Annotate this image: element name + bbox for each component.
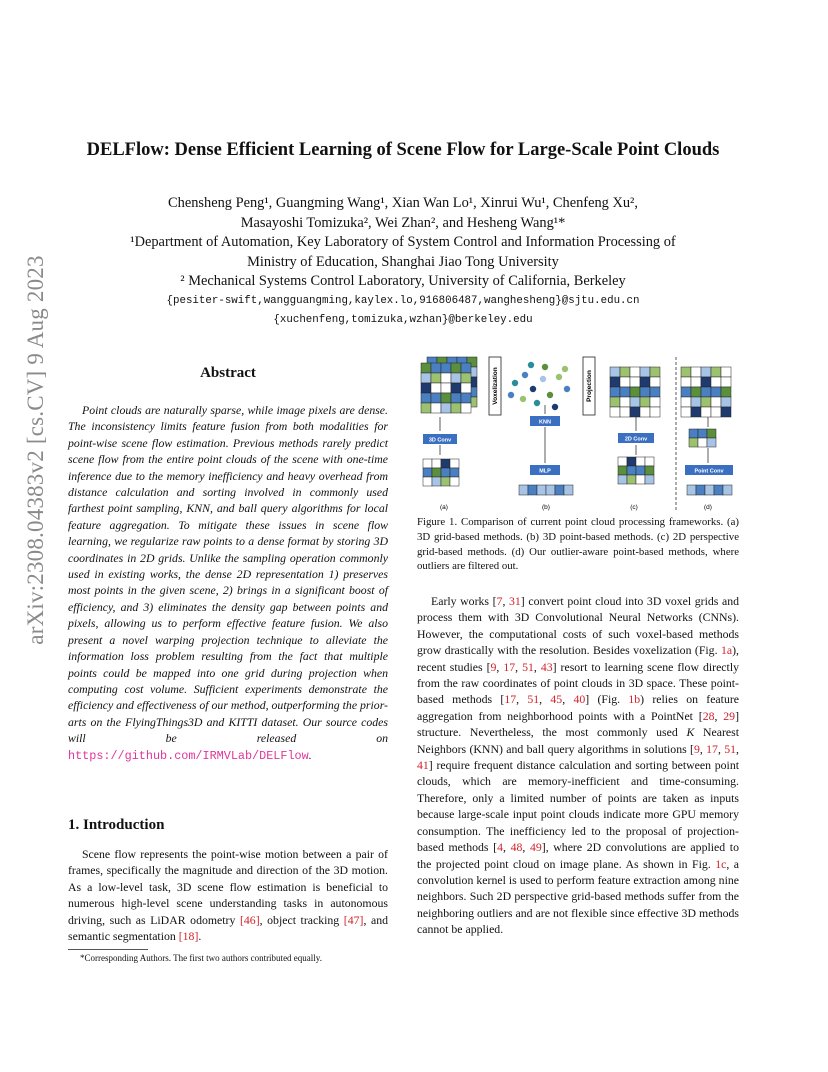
grid-cell — [431, 403, 441, 413]
section-heading: 1. Introduction — [68, 817, 165, 833]
citation-link[interactable]: 9 — [693, 741, 700, 756]
citation-link[interactable]: [18] — [178, 929, 199, 944]
grid-cell — [711, 407, 721, 417]
projection-box — [583, 357, 595, 415]
svg-text:Point Conv: Point Conv — [694, 468, 724, 475]
grid-cell — [620, 377, 630, 387]
figure-link[interactable]: 1a — [720, 643, 733, 658]
grid-cell — [421, 403, 431, 413]
flow-arrows — [440, 405, 708, 463]
grid-cell — [431, 363, 441, 373]
affiliation-line: Ministry of Education, Shanghai Jiao Tong University — [247, 253, 559, 270]
grid-cell — [701, 367, 711, 377]
grid-cell — [451, 363, 461, 373]
mlp-block — [530, 465, 560, 475]
grid-cell — [707, 438, 716, 447]
grid-cell — [421, 393, 431, 403]
grid-cell — [711, 387, 721, 397]
panel-label-a: (a) — [440, 504, 448, 511]
grid-cell — [441, 373, 451, 383]
knn-block — [530, 416, 560, 426]
grid-cell — [618, 466, 627, 475]
grid-cell — [650, 387, 660, 397]
email-line: {pesiter-swift,wangguangming,kaylex.lo,916806487,wanghesheng}@sjtu.edu.cn — [166, 295, 640, 307]
grid-cell — [701, 387, 711, 397]
outlier-grid — [681, 367, 731, 417]
citation-link[interactable]: 29 — [723, 708, 736, 723]
grid-cell — [423, 477, 432, 486]
grid-cell — [450, 459, 459, 468]
point-dot — [542, 364, 548, 370]
grid-cell — [627, 475, 636, 484]
figure-link[interactable]: 1b — [628, 692, 641, 707]
email-line: {xuchenfeng,tomizuka,wzhan}@berkeley.edu — [273, 314, 533, 326]
grid-cell — [689, 429, 698, 438]
citation-link[interactable]: 31 — [509, 594, 521, 608]
mlp-output-cell — [546, 485, 555, 495]
grid-cell — [698, 429, 707, 438]
grid-cell — [701, 397, 711, 407]
grid-cell — [432, 477, 441, 486]
citation-link[interactable]: 48 — [510, 840, 523, 855]
arxiv-sidebar — [16, 170, 56, 730]
grid-cell — [630, 397, 640, 407]
affiliation-line: ² Mechanical Systems Control Laboratory, University of California, Berkeley — [180, 273, 626, 289]
grid-cell — [681, 407, 691, 417]
svg-text:MLP: MLP — [539, 468, 551, 475]
pointconv-output-cell — [687, 485, 696, 495]
grid-cell — [645, 466, 654, 475]
mlp-output-cell — [528, 485, 537, 495]
panel-label-c: (c) — [630, 504, 638, 511]
grid-cell — [620, 367, 630, 377]
citation-link[interactable]: 4 — [497, 840, 503, 855]
citation-link[interactable]: 9 — [490, 659, 497, 674]
grid-cell — [650, 377, 660, 387]
grid-cell — [681, 377, 691, 387]
grid-cell — [461, 403, 471, 413]
author-block — [60, 194, 746, 292]
point-dot — [564, 386, 570, 392]
grid-cell — [691, 397, 701, 407]
citation-link[interactable]: 51 — [522, 659, 534, 674]
grid-cell — [640, 397, 650, 407]
grid-cell — [432, 459, 441, 468]
grid-cell — [431, 373, 441, 383]
citation-link[interactable]: [46] — [239, 912, 260, 927]
grid-cell — [640, 387, 650, 397]
author-line: Masayoshi Tomizuka², Wei Zhan², and Hesheng Wang¹* — [240, 214, 566, 231]
grid-cell — [627, 466, 636, 475]
mlp-output-cell — [519, 485, 528, 495]
citation-link[interactable]: 7 — [496, 594, 503, 608]
point-dot — [552, 404, 558, 410]
grid-cell — [450, 468, 459, 477]
grid-cell — [691, 387, 701, 397]
point-dot — [508, 392, 514, 398]
grid-cell — [421, 383, 431, 393]
grid-cell — [610, 367, 620, 377]
citation-link[interactable]: 17 — [503, 659, 516, 674]
grid-cell — [681, 397, 691, 407]
svg-text:Voxelization: Voxelization — [492, 367, 499, 405]
pointconv-output-cell — [723, 485, 732, 495]
svg-text:Projection: Projection — [586, 370, 593, 402]
grid-cell — [636, 475, 645, 484]
figure-1 — [415, 355, 739, 515]
panel-label-d: (d) — [704, 504, 712, 511]
grid-cell — [691, 407, 701, 417]
grid-cell — [701, 407, 711, 417]
grid-cell — [610, 377, 620, 387]
grid-cell — [610, 397, 620, 407]
grid-cell — [640, 407, 650, 417]
grid-cell — [421, 363, 431, 373]
point-dot — [547, 392, 553, 398]
intro-paragraph: Scene flow represents the point-wise motion between a pair of frames, specifically the magnitude and direction of the 3D motion. As a low-level task, 3D scene flow estimation is beneficial to numerous high-level scene understanding tasks in autonomous driving, such as LiDAR odometry [46], object tracking [47], and semantic segmentation [18]. — [68, 847, 388, 944]
figure-caption: Figure 1. Comparison of current point cloud processing frameworks. (a) 3D grid-based methods. (b) 3D point-based methods. (c) 2D perspective grid-based methods. (d) Our outlier-aware point-based methods, where outliers are filtered out. — [417, 516, 739, 573]
citation-link[interactable]: 41 — [417, 758, 429, 773]
grid-cell — [620, 407, 630, 417]
mlp-output-cell — [564, 485, 573, 495]
pointconv-block — [685, 465, 733, 475]
citation-link[interactable]: 28 — [702, 708, 715, 723]
voxel-grid-input — [421, 357, 477, 413]
grid-cell — [423, 468, 432, 477]
grid-cell — [432, 468, 441, 477]
grid-cell — [441, 363, 451, 373]
grid-cell — [711, 377, 721, 387]
grid-cell — [691, 367, 701, 377]
citation-link[interactable]: 45 — [550, 692, 563, 707]
grid-cell — [451, 383, 461, 393]
grid-cell — [461, 393, 471, 403]
email-block — [60, 292, 746, 330]
svg-text:3D Conv: 3D Conv — [428, 437, 452, 444]
svg-text:2D Conv: 2D Conv — [624, 436, 648, 443]
point-dot — [512, 380, 518, 386]
grid-cell — [451, 393, 461, 403]
grid-cell — [650, 367, 660, 377]
citation-link[interactable]: 51 — [527, 692, 540, 707]
paper-title: DELFlow: Dense Efficient Learning of Scene Flow for Large-Scale Point Clouds — [86, 140, 720, 160]
grid-cell — [711, 367, 721, 377]
grid-cell — [721, 367, 731, 377]
citation-link[interactable]: 17 — [706, 741, 718, 756]
point-dot — [534, 400, 540, 406]
grid-cell — [650, 397, 660, 407]
citation-link[interactable]: [47] — [343, 912, 364, 927]
grid-cell — [618, 457, 627, 466]
pointconv-output-cell — [696, 485, 705, 495]
grid-cell — [691, 377, 701, 387]
grid-cell — [441, 383, 451, 393]
grid-cell — [630, 407, 640, 417]
grid-cell — [721, 397, 731, 407]
grid-cell — [636, 466, 645, 475]
grid-cell — [441, 477, 450, 486]
grid-cell — [421, 373, 431, 383]
grid-cell — [441, 393, 451, 403]
panel-label-b: (b) — [542, 504, 550, 511]
arxiv-id: arXiv:2308.04383v2 [cs.CV] 9 Aug 2023 — [23, 255, 48, 645]
grid-cell — [689, 438, 698, 447]
grid-cell — [636, 457, 645, 466]
grid-cell — [681, 367, 691, 377]
point-dot — [522, 372, 528, 378]
citation-link[interactable]: 17 — [504, 692, 517, 707]
grid-cell — [441, 403, 451, 413]
pointconv-output-cell — [714, 485, 723, 495]
grid-cell — [681, 387, 691, 397]
grid-cell — [461, 383, 471, 393]
author-line: Chensheng Peng¹, Guangming Wang¹, Xian Wan Lo¹, Xinrui Wu¹, Chenfeng Xu², — [168, 195, 638, 211]
grid-cell — [630, 367, 640, 377]
footnote-rule — [68, 949, 148, 950]
svg-text:KNN: KNN — [539, 419, 551, 426]
grid-cell — [441, 459, 450, 468]
grid-cell — [620, 387, 630, 397]
grid-cell — [711, 397, 721, 407]
grid-cell — [441, 468, 450, 477]
grid-cell — [630, 377, 640, 387]
mlp-output-cell — [537, 485, 546, 495]
pointconv-output-cell — [705, 485, 714, 495]
code-link[interactable]: https://github.com/IRMVLab/DELFlow — [68, 748, 309, 763]
conv2d-block — [618, 433, 654, 443]
grid-cell — [627, 457, 636, 466]
grid-cell — [610, 387, 620, 397]
grid-cell — [451, 403, 461, 413]
point-cloud — [508, 362, 570, 410]
grid-cell — [698, 438, 707, 447]
point-dot — [556, 374, 562, 380]
point-dot — [540, 376, 546, 382]
citation-link[interactable]: 40 — [573, 692, 586, 707]
grid-cell — [630, 387, 640, 397]
grid-cell — [431, 393, 441, 403]
voxelization-box — [489, 357, 501, 415]
conv3d-block — [423, 434, 457, 444]
grid-cell — [721, 377, 731, 387]
grid-cell — [431, 383, 441, 393]
footnote: *Corresponding Authors. The first two authors contributed equally. — [80, 953, 322, 963]
grid-cell — [461, 373, 471, 383]
grid-cell — [645, 457, 654, 466]
point-dot — [520, 396, 526, 402]
figure-link[interactable]: 1c — [715, 856, 727, 871]
grid-cell — [640, 377, 650, 387]
grid-cell — [721, 407, 731, 417]
body-paragraph: Early works [7, 31] convert point cloud into 3D voxel grids and process them with 3D Convolutional Neural Networks (CNNs). However, the computational costs of such voxel-based methods grow drastically with the resolution. Besides voxelization (Fig. 1a), recent studies [9, 17, 51, 43] resort to learning scene flow directly from the raw coordinates of point clouds in 3D space. These point-based methods [17, 51, 45, 40] (Fig. 1b) relies on feature aggregation from neighborhood points with a PointNet [28, 29] structure. Nevertheless, the most commonly used K Nearest Neighbors (KNN) and ball query algorithms in solutions [9, 17, 51, 41] require frequent distance calculation and sorting between point clouds, which are memory-inefficient and time-consuming. Therefore, only a limited number of points are taken as inputs because large-scale input point clouds indicate more GPU memory consumption. The inefficiency led to the proposal of projection-based methods [4, 48, 49], where 2D convolutions are applied to the projected point cloud on image plane. As shown in Fig. 1c, a convolution kernel is used to perform feature extraction among nine neighbors. Such 2D perspective grid-based methods suffer from the neighboring outliers and are not flexible since effective 3D methods cannot be applied. — [417, 594, 740, 937]
grid-cell — [620, 397, 630, 407]
grid-cell — [610, 407, 620, 417]
citation-link[interactable]: 43 — [540, 659, 553, 674]
grid-cell — [450, 477, 459, 486]
point-dot — [530, 386, 536, 392]
abstract-heading: Abstract — [200, 365, 256, 381]
mlp-output-cell — [555, 485, 564, 495]
grid-cell — [721, 387, 731, 397]
grid-cell — [618, 475, 627, 484]
citation-link[interactable]: 51 — [724, 741, 737, 756]
grid-cell — [640, 367, 650, 377]
citation-link[interactable]: 49 — [529, 840, 542, 855]
grid-cell — [423, 459, 432, 468]
grid-cell — [645, 475, 654, 484]
projected-grid — [610, 367, 660, 417]
lower-outputs — [423, 429, 732, 495]
point-dot — [562, 366, 568, 372]
grid-cell — [707, 429, 716, 438]
point-dot — [528, 362, 534, 368]
grid-cell — [701, 377, 711, 387]
grid-cell — [650, 407, 660, 417]
grid-cell — [451, 373, 461, 383]
abstract-text: Point clouds are naturally sparse, while image pixels are dense. The inconsistency limits feature fusion from both modalities for point-wise scene flow estimation. Previous methods rarely predict scene flow from the entire point clouds of the scene with one-time inference due to the memory inefficiency and heavy overhead from distance calculation and sorting involved in commonly used farthest point sampling, KNN, and ball query algorithms for local feature aggregation. To mitigate these issues in scene flow learning, we regularize raw points to a dense format by storing 3D coordinates in 2D grids. Unlike the sampling operation commonly used in existing works, the dense 2D representation 1) preserves most points in the given scene, 2) brings in a significant boost of efficiency, and 3) eliminates the density gap between points and pixels, allowing us to perform effective feature fusion. We also present a novel warping projection technique to alleviate the information loss problem resulting from the fact that multiple points could be mapped into one grid during projection when computing cost volume. Sufficient experiments demonstrate the efficiency and effectiveness of our method, outperforming the prior-arts on the FlyingThings3D and KITTI dataset. Our source codes will be released on https://github.com/IRMVLab/DELFlow. — [68, 403, 388, 763]
affiliation-line: ¹Department of Automation, Key Laboratory of System Control and Information Processing of — [130, 234, 676, 250]
grid-cell — [461, 363, 471, 373]
